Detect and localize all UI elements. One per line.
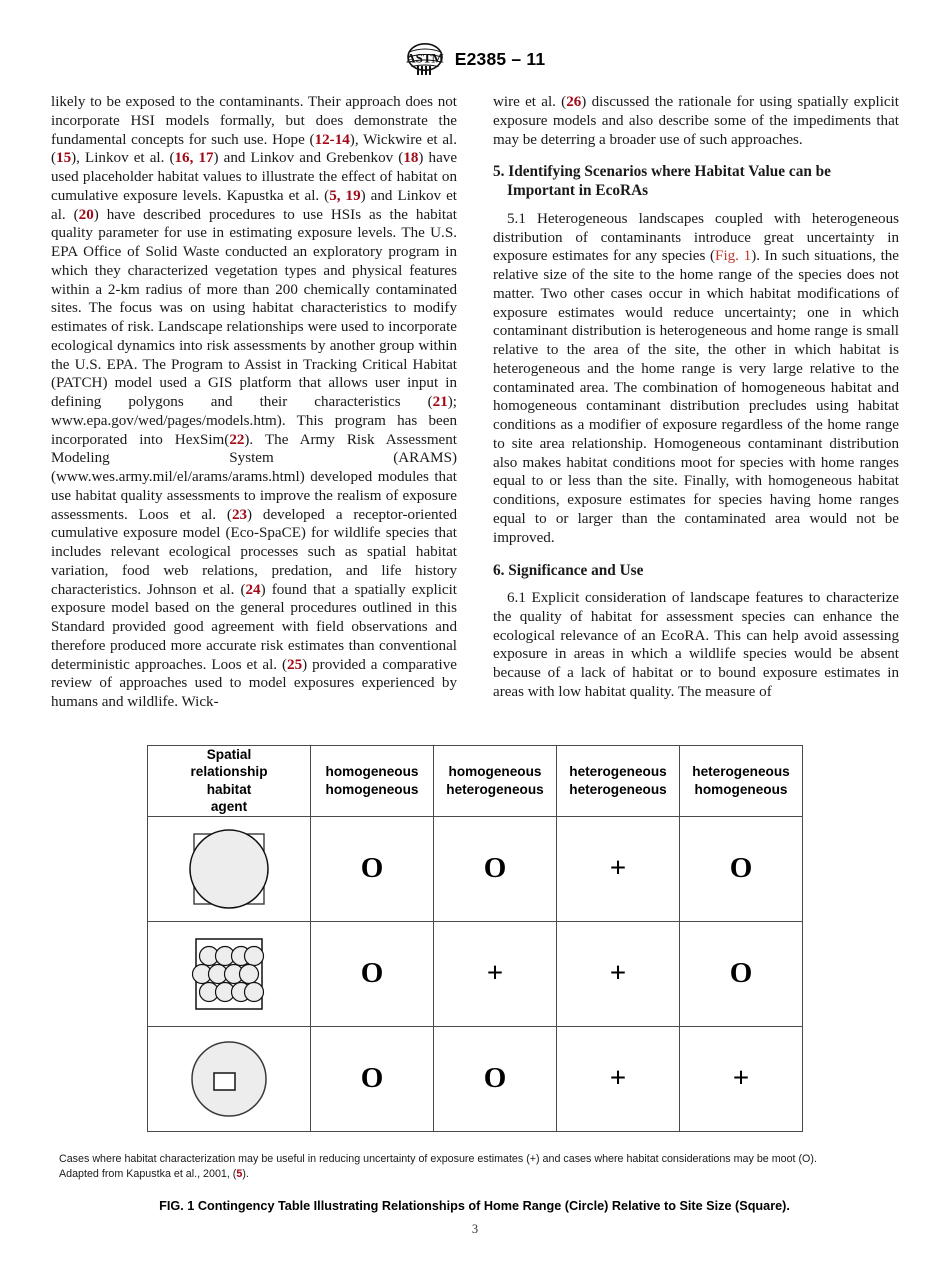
left-paragraph-1: likely to be exposed to the contaminants. Their approach does not incorporate HSI models formally, but does demonstrate the fundamental concepts for such use. Hope (12-14), Wickwire et al. (15), Linkov et al. (16, 17) and Linkov and Grebenkov (18) have used placeholder habitat values to illustrate the effect of habitat on cumulative exposure levels. Kapustka et al. (5, 19) and Linkov et al. (20) have described procedures to use HSIs as the habitat quality parameter for use in estimating exposure levels. The U.S. EPA Office of Solid Waste conducted an exploratory program in which they characterized vegetation types and physical features within a 2-km radius of more than 200 chemically contaminated sites. The focus was on using habitat characteristics to modify estimates of risk. Landscape relationships were used to incorporate ecological dynamics into risk assessments by another group within the U.S. EPA. The Program to Assist in Tracking Critical Habitat (PATCH) model used a GIS platform that allows user input in defining polygons and their characteristics (21); www.epa.gov/wed/pages/models.htm). This program has been incorporated into HexSim(22). The Army Risk Assessment Modeling System (ARAMS) (www.wes.army.mil/el/arams/arams.html) developed modules that use habitat quality assessments to improve the realism of exposure assessments. Loos et al. (23) developed a receptor-oriented cumulative exposure model (Eco-SpaCE) for wildlife species that includes relevant ecological processes such as spatial habitat variation, food web relations, predation, and life history characteristics. Johnson et al. (24) found that a spatially explicit exposure model based on the general procedures outlined in this Standard provided good agreement with field observations and therefore produced more accurate risk estimates than conventional deterministic approaches. Loos et al. (25) provided a comparative review of approaches used to model exposures experienced by humans and wildlife. Wick- [51, 94, 458, 710]
row-1-symbol-1: O [311, 816, 434, 921]
corner-header-line-1: Spatial [206, 747, 252, 762]
reference-number[interactable]: 20 [78, 206, 94, 223]
paragraph-5-1: 5.1 Heterogeneous landscapes coupled with heterogeneous distribution of contaminants introduce great uncertainty in exposure estimates for any species (Fig. 1). In such situations, the relative size of the site to the home range of the species does not matter. Two other cases occur in which habitat modifications of exposure estimates would reduce uncertainty; one in which contaminant distribution is heterogeneous and home range is small relative to the area of the site, the other in which habitat is heterogeneous and the home range is very large relative to the contaminated area. The combination of homogeneous habitat and homogeneous contaminant distribution precludes using habitat conditions as a modifier of exposure regardless of the home range to site area relationship. Homogeneous contaminant distribution also makes habitat conditions moot for species with home ranges equal to or less than the site. Finally, with homogeneous habitat conditions, exposure estimates for species having home ranges equal to or larger than the contaminated area would not be improved. [493, 210, 900, 546]
table-row [148, 1026, 803, 1131]
column-header-1-line2: homogeneous [325, 781, 419, 797]
row-2-icon-cell [148, 921, 311, 1026]
svg-text:ASTM: ASTM [405, 50, 444, 66]
column-header-3-line1: heterogeneous [569, 764, 667, 780]
column-header-1-line1: homogeneous [325, 764, 419, 780]
reference-number[interactable]: 22 [229, 431, 245, 448]
table-row [148, 921, 803, 1026]
row-2-symbol-4: O [680, 921, 803, 1026]
section-heading-6: 6. Significance and Use [493, 562, 644, 580]
column-header-4-line2: homogeneous [694, 781, 788, 797]
row-3-symbol-2: O [434, 1026, 557, 1131]
corner-header-cell [148, 746, 311, 817]
column-header-2 [434, 746, 557, 817]
figure-caption [0, 1198, 950, 1213]
reference-number[interactable]: 18 [403, 150, 419, 167]
reference-number[interactable]: 5, 19 [329, 187, 361, 204]
column-header-2-line1: homogeneous [448, 764, 542, 780]
figure-1 [0, 745, 950, 1132]
corner-header-line-4: agent [210, 799, 248, 815]
reference-number[interactable]: 25 [287, 656, 303, 673]
reference-number[interactable]: 15 [56, 150, 72, 167]
row-1-symbol-3: + [557, 816, 680, 921]
section-heading-5: 5. Identifying Scenarios where Habitat Value can be Important in EcoRAs [493, 163, 831, 199]
astm-logo-icon [405, 42, 445, 76]
row-1-symbol-4: O [680, 816, 803, 921]
row-2-symbol-2: + [434, 921, 557, 1026]
row-3-symbol-4: + [680, 1026, 803, 1131]
many-circles-in-square-icon [148, 922, 310, 1026]
reference-number[interactable]: 16, 17 [174, 150, 214, 167]
corner-header-line-2: relationship [190, 764, 268, 780]
column-header-1 [311, 746, 434, 817]
reference-number[interactable]: 21 [432, 394, 448, 410]
reference-number[interactable]: 26 [566, 94, 582, 110]
row-3-icon-cell [148, 1026, 311, 1131]
figure-link[interactable]: Fig. 1 [715, 248, 752, 265]
table-header-row [148, 746, 803, 817]
reference-number[interactable]: 24 [245, 581, 261, 598]
body-columns [51, 93, 899, 712]
column-header-2-line2: heterogeneous [446, 781, 544, 797]
column-header-3-line2: heterogeneous [569, 781, 667, 797]
left-column [51, 93, 457, 712]
column-header-3 [557, 746, 680, 817]
row-1-symbol-2: O [434, 816, 557, 921]
row-2-symbol-3: + [557, 921, 680, 1026]
reference-number[interactable]: 23 [231, 506, 248, 523]
page-header [0, 42, 950, 76]
figure-note: Cases where habitat characterization may be useful in reducing uncertainty of exposure estimates (+) and cases where habitat considerations may be moot (O). Adapted from Kapustka et al., 2001, (5). [59, 1153, 817, 1180]
document-designation: E2385 – 11 [454, 48, 546, 69]
square-in-circle-icon [148, 1027, 310, 1131]
reference-number[interactable]: 5 [236, 1167, 243, 1180]
row-2-symbol-1: O [311, 921, 434, 1026]
paragraph-6-1: 6.1 Explicit consideration of landscape features to characterize the quality of habitat for assessment species can enhance the ecological relevance of an EcoRA. This can help avoid assessing exposure in areas in which a wildlife species would be absent because of a lack of habitat or to bound exposure estimates in areas with low habitat quality. The measure of [493, 590, 899, 700]
page-number: 3 [471, 1222, 479, 1236]
table-row [148, 816, 803, 921]
reference-number[interactable]: 12-14 [314, 131, 350, 148]
column-header-4-line1: heterogeneous [692, 764, 790, 780]
table-head [148, 746, 803, 817]
column-header-4 [680, 746, 803, 817]
row-3-symbol-1: O [311, 1026, 434, 1131]
circle-in-square-icon [148, 817, 310, 921]
table-body [148, 816, 803, 1131]
corner-header-line-3: habitat [206, 781, 252, 797]
figure-caption-text: FIG. 1 Contingency Table Illustrating Relationships of Home Range (Circle) Relative to Site Size (Square). [159, 1198, 791, 1213]
right-paragraph-1: wire et al. (26) discussed the rationale for using spatially explicit exposure models and also describe some of the impediments that may be deterring a broader use of such approaches. [493, 94, 899, 148]
row-3-symbol-3: + [557, 1026, 680, 1131]
row-1-icon-cell [148, 816, 311, 921]
contingency-table [147, 745, 803, 1132]
right-column [493, 93, 899, 712]
